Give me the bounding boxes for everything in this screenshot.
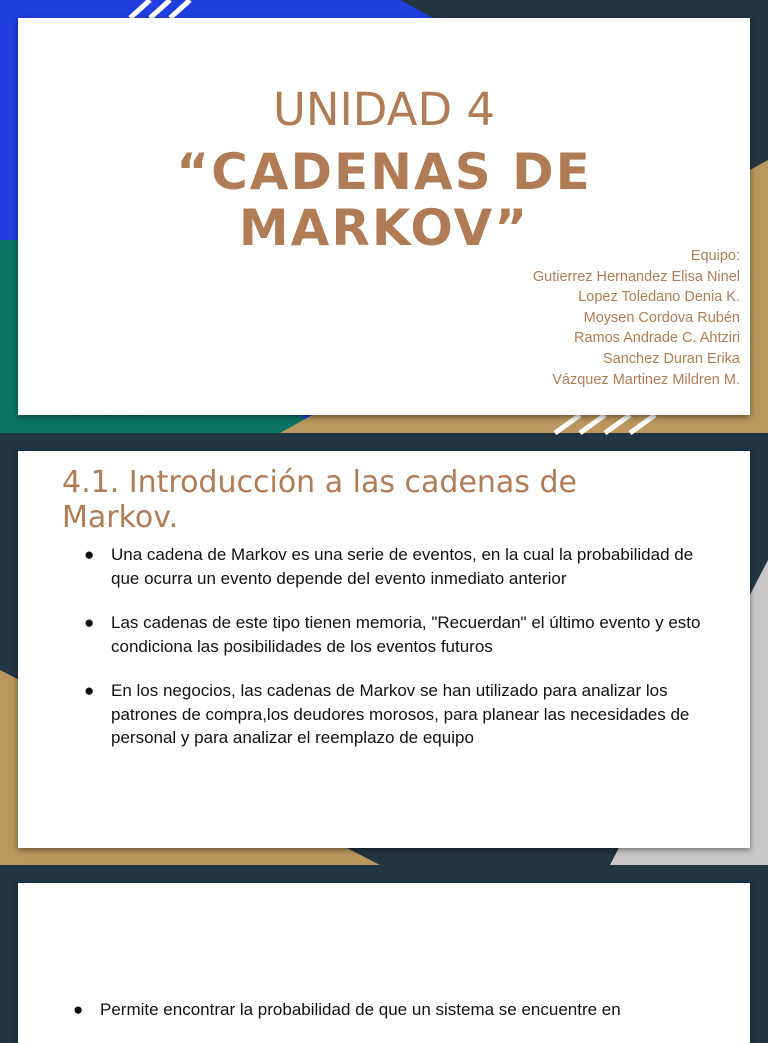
intro-slide	[18, 451, 750, 848]
bullet-item	[73, 998, 733, 1022]
bullet-text: En los negocios, las cadenas de Markov se han utilizado para analizar los patrones de compra,los deudores morosos, para planear las necesidades de personal y para analizar el reemplazo de equipo	[111, 681, 690, 747]
team-member: Gutierrez Hernandez Elisa Ninel	[532, 268, 740, 285]
unit-title: UNIDAD 4	[272, 83, 496, 136]
bullet-icon: ●	[84, 545, 95, 564]
main-title-line-1: “CADENAS DE	[176, 143, 592, 201]
bullet-list	[84, 543, 724, 771]
bullet-item	[84, 543, 724, 590]
team-member: Lopez Toledano Denia K.	[578, 289, 740, 306]
team-member: Vázquez Martinez Mildren M.	[552, 371, 740, 388]
bullet-text: Las cadenas de este tipo tienen memoria, "Recuerdan" el último evento y esto condiciona las posibilidades de los eventos futuros	[111, 613, 701, 656]
main-title-line-2: MARKOV”	[238, 199, 530, 257]
bullet-item	[84, 611, 724, 658]
team-member: Sanchez Duran Erika	[602, 350, 740, 367]
bullet-list	[73, 998, 733, 1022]
bullet-icon: ●	[84, 613, 95, 632]
team-label: Equipo:	[690, 248, 740, 264]
team-member: Moysen Cordova Rubén	[583, 309, 740, 326]
gap-band	[0, 433, 768, 451]
bullet-text: Una cadena de Markov es una serie de eventos, en la cual la probabilidad de que ocurra un evento depende del evento inmediato anterior	[111, 545, 694, 588]
team-member: Ramos Andrade C. Ahtziri	[573, 330, 740, 347]
main-title	[18, 144, 750, 256]
bullet-icon: ●	[73, 1000, 84, 1019]
team-list	[533, 246, 740, 390]
title-slide	[18, 18, 750, 415]
bullet-icon: ●	[84, 681, 95, 700]
section-title: 4.1. Introducción a las cadenas de Markov.	[62, 465, 577, 535]
bullet-text: Permite encontrar la probabilidad de que un sistema se encuentre en	[100, 1000, 621, 1019]
bullet-item	[84, 679, 724, 750]
next-slide	[18, 883, 750, 1043]
